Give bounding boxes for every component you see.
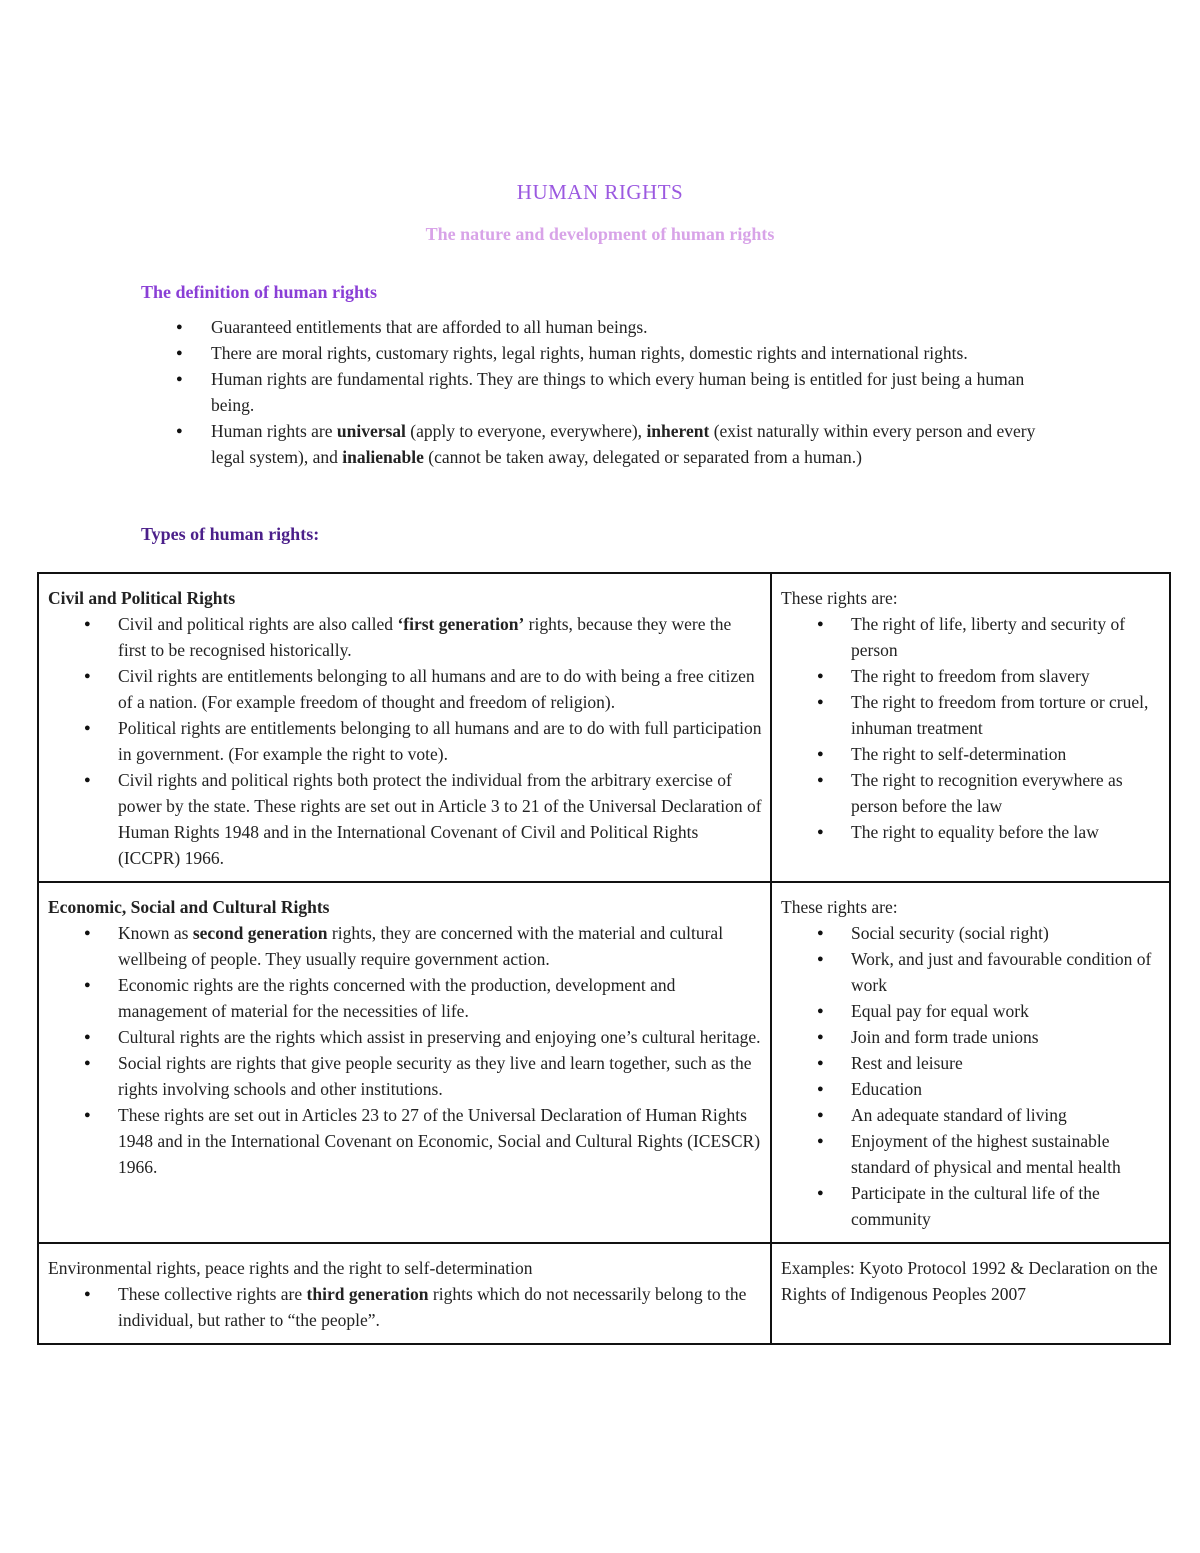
list-item: ● Enjoyment of the highest sustainable standard of physical and mental health bbox=[781, 1128, 1161, 1180]
page-title: HUMAN RIGHTS bbox=[516, 180, 684, 204]
bullet-list bbox=[48, 611, 762, 871]
cell-civil-political-description bbox=[38, 573, 771, 882]
list-item: ● Economic rights are the rights concerned with the production, development and management of material for the necessities of life. bbox=[48, 972, 762, 1024]
list-item: ● Human rights are fundamental rights. They are things to which every human being is entitled for just being a human being. bbox=[168, 366, 1068, 418]
rights-table bbox=[37, 572, 1171, 1345]
list-item bbox=[48, 920, 762, 972]
list-item: ● The right to equality before the law bbox=[781, 819, 1161, 845]
list-item: ● An adequate standard of living bbox=[781, 1102, 1161, 1128]
list-item: ● Guaranteed entitlements that are afforded to all human beings. bbox=[168, 314, 1068, 340]
table-row-environmental-peace bbox=[38, 1243, 1170, 1344]
list-item: ● Work, and just and favourable condition of work bbox=[781, 946, 1161, 998]
list-item: ● The right of life, liberty and security of person bbox=[781, 611, 1161, 663]
list-item: ● The right to self-determination bbox=[781, 741, 1161, 767]
cell-civil-political-rights-list bbox=[771, 573, 1170, 882]
bold-term-universal: universal bbox=[336, 421, 406, 441]
cell-intro: These rights are: bbox=[781, 588, 898, 608]
cell-title: Civil and Political Rights bbox=[48, 588, 236, 608]
text-span: rights, because they were the first to be recognised historically. bbox=[118, 614, 732, 660]
table-row-economic-social-cultural bbox=[38, 882, 1170, 1243]
list-item bbox=[48, 1281, 762, 1333]
bold-term: ‘first generation’ bbox=[397, 614, 525, 634]
examples-text: Examples: Kyoto Protocol 1992 & Declaration on the Rights of Indigenous Peoples 2007 bbox=[781, 1258, 1158, 1304]
list-item: ● Participate in the cultural life of the community bbox=[781, 1180, 1161, 1232]
list-item bbox=[48, 611, 762, 663]
page-subtitle: The nature and development of human rights bbox=[425, 224, 775, 244]
list-item: ● The right to recognition everywhere as person before the law bbox=[781, 767, 1161, 819]
list-item: ● These rights are set out in Articles 23 to 27 of the Universal Declaration of Human Rights 1948 and in the International Covenant on Economic, Social and Cultural Rights (ICESCR) 1966. bbox=[48, 1102, 762, 1180]
types-heading: Types of human rights: bbox=[141, 524, 320, 544]
list-item: ● Civil rights and political rights both protect the individual from the arbitrary exercise of power by the state. These rights are set out in Article 3 to 21 of the Universal Declaration of Human Rights 1948 and in the International Covenant of Civil and Political Rights (ICCPR) 1966. bbox=[48, 767, 762, 871]
text-span: These collective rights are bbox=[118, 1284, 307, 1304]
list-item: ● Education bbox=[781, 1076, 1161, 1102]
text-span: Civil and political rights are also called bbox=[118, 614, 398, 634]
list-item: ● The right to freedom from slavery bbox=[781, 663, 1161, 689]
cell-environmental-peace-description bbox=[38, 1243, 771, 1344]
list-item bbox=[168, 418, 1068, 470]
definition-heading: The definition of human rights bbox=[141, 282, 378, 302]
bullet-list bbox=[48, 1281, 762, 1333]
bullet-list bbox=[781, 920, 1161, 1232]
bold-term: second generation bbox=[192, 923, 328, 943]
cell-title: Environmental rights, peace rights and the right to self-determination bbox=[48, 1258, 533, 1278]
bullet-list bbox=[781, 611, 1161, 845]
list-item: ● There are moral rights, customary rights, legal rights, human rights, domestic rights and international rights. bbox=[168, 340, 1068, 366]
list-item: ● Social rights are rights that give people security as they live and learn together, such as the rights involving schools and other institutions. bbox=[48, 1050, 762, 1102]
text-span: (cannot be taken away, delegated or separated from a human.) bbox=[423, 447, 863, 467]
text-span: (exist naturally within every person and every legal system), and bbox=[211, 421, 1036, 467]
list-item: ● Political rights are entitlements belonging to all humans and are to do with full participation in government. (For example the right to vote). bbox=[48, 715, 762, 767]
list-item: ● Cultural rights are the rights which assist in preserving and enjoying one’s cultural heritage. bbox=[48, 1024, 762, 1050]
list-item: ● The right to freedom from torture or cruel, inhuman treatment bbox=[781, 689, 1161, 741]
list-item: ● Civil rights are entitlements belonging to all humans and are to do with being a free citizen of a nation. (For example freedom of thought and freedom of religion). bbox=[48, 663, 762, 715]
definition-list bbox=[168, 314, 1068, 470]
cell-title: Economic, Social and Cultural Rights bbox=[48, 897, 330, 917]
text-span: (apply to everyone, everywhere), bbox=[405, 421, 647, 441]
bullet-list bbox=[48, 920, 762, 1180]
cell-environmental-peace-examples bbox=[771, 1243, 1170, 1344]
list-item: ● Rest and leisure bbox=[781, 1050, 1161, 1076]
cell-economic-social-cultural-rights-list bbox=[771, 882, 1170, 1243]
list-item: ● Equal pay for equal work bbox=[781, 998, 1161, 1024]
table-row-civil-political bbox=[38, 573, 1170, 882]
text-span: Known as bbox=[118, 923, 193, 943]
text-span: rights which do not necessarily belong to the individual, but rather to “the people”. bbox=[118, 1284, 747, 1330]
bold-term-inalienable: inalienable bbox=[342, 447, 424, 467]
list-item: ● Social security (social right) bbox=[781, 920, 1161, 946]
cell-intro: These rights are: bbox=[781, 897, 898, 917]
cell-economic-social-cultural-description bbox=[38, 882, 771, 1243]
list-item: ● Join and form trade unions bbox=[781, 1024, 1161, 1050]
text-span: Human rights are bbox=[211, 421, 337, 441]
bold-term: third generation bbox=[306, 1284, 429, 1304]
text-span: rights, they are concerned with the material and cultural wellbeing of people. They usually require government action. bbox=[118, 923, 724, 969]
bold-term-inherent: inherent bbox=[646, 421, 710, 441]
